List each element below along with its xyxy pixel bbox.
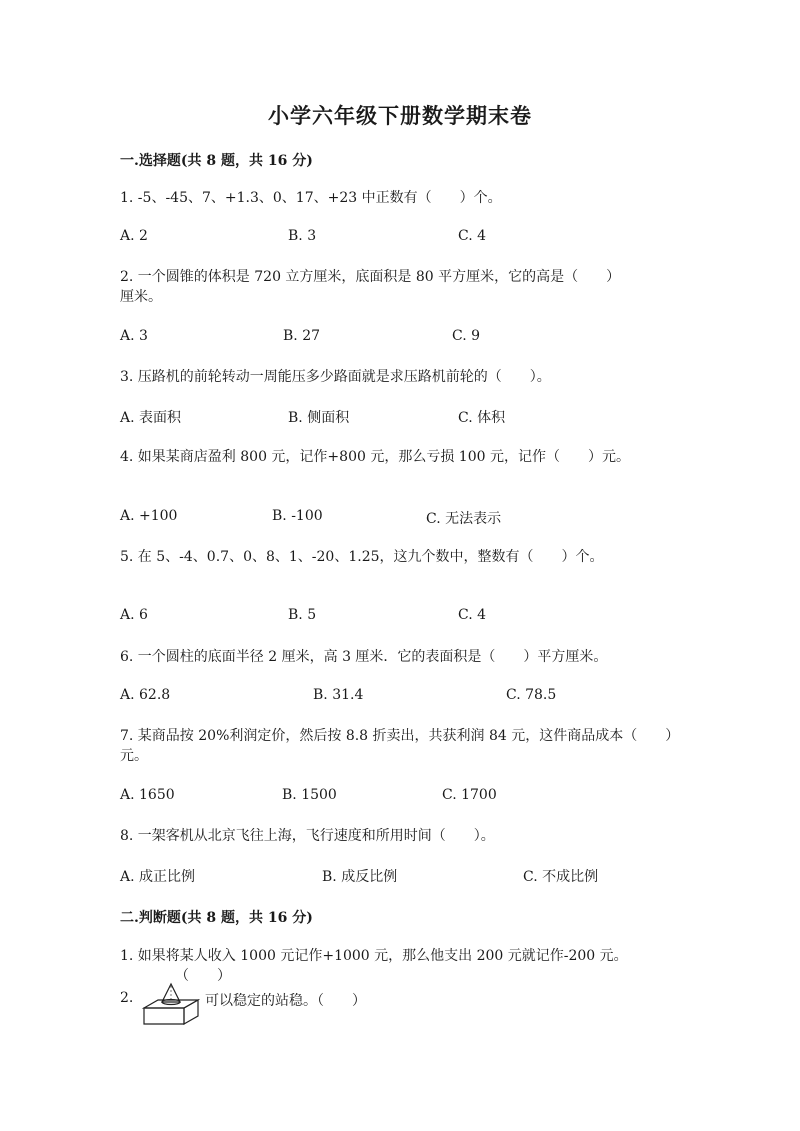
option-b[interactable]: B. 1500 (282, 787, 337, 803)
choice-question-4: 4. 如果某商店盈利 800 元，记作+800 元，那么亏损 100 元，记作（ ）元。 (120, 449, 630, 465)
choice-question-1: 1. -5、-45、7、+1.3、0、17、+23 中正数有（ ）个。 (120, 190, 502, 206)
choice-question-3: 3. 压路机的前轮转动一周能压多少路面就是求压路机前轮的（ ）。 (120, 369, 551, 385)
judge-question-1-paren: （ ） (175, 968, 231, 984)
option-b[interactable]: B. 31.4 (313, 687, 364, 703)
option-b[interactable]: B. 27 (283, 328, 321, 344)
option-b[interactable]: B. 3 (288, 228, 317, 244)
option-a[interactable]: A. 1650 (120, 787, 175, 803)
judge-question-1: 1. 如果将某人收入 1000 元记作+1000 元，那么他支出 200 元就记作-200 元。 (120, 948, 628, 964)
choice-question-8: 8. 一架客机从北京飞往上海，飞行速度和所用时间（ ）。 (120, 828, 495, 844)
choice-question-5: 5. 在 5、-4、0.7、0、8、1、-20、1.25，这九个数中，整数有（ ）个。 (120, 549, 604, 565)
section-choice-title: 一.选择题(共 8 题，共 16 分) (120, 153, 313, 169)
choice-question-6: 6. 一个圆柱的底面半径 2 厘米，高 3 厘米．它的表面积是（ ）平方厘米。 (120, 649, 608, 665)
option-b[interactable]: B. 侧面积 (288, 410, 350, 426)
option-a[interactable]: A. 成正比例 (120, 869, 196, 885)
option-c[interactable]: C. 不成比例 (523, 869, 599, 885)
choice-question-7: 7. 某商品按 20%利润定价，然后按 8.8 折卖出，共获利润 84 元，这件商品成本（ ）元。 (120, 728, 680, 764)
option-c[interactable]: C. 1700 (442, 787, 497, 803)
option-a[interactable]: A. 62.8 (120, 687, 171, 703)
option-a[interactable]: A. 3 (120, 328, 148, 344)
judge-question-2-number: 2. (120, 990, 134, 1006)
option-c[interactable]: C. 9 (452, 328, 481, 344)
option-c[interactable]: C. 4 (458, 228, 487, 244)
option-b[interactable]: B. 5 (288, 607, 317, 623)
page-title: 小学六年级下册数学期末卷 (268, 103, 532, 128)
judge-question-2: 可以稳定的站稳。（ ） (205, 993, 366, 1009)
option-a[interactable]: A. 表面积 (120, 410, 182, 426)
section-judge-title: 二.判断题(共 8 题，共 16 分) (120, 910, 313, 926)
option-a[interactable]: A. +100 (120, 508, 178, 524)
option-b[interactable]: B. 成反比例 (322, 869, 398, 885)
choice-question-2: 2. 一个圆锥的体积是 720 立方厘米，底面积是 80 平方厘米，它的高是（ ）厘米。 (120, 269, 614, 305)
option-c[interactable]: C. 无法表示 (426, 511, 502, 527)
cone-on-box-icon (140, 980, 200, 1028)
option-c[interactable]: C. 体积 (458, 410, 506, 426)
option-c[interactable]: C. 78.5 (506, 687, 557, 703)
option-b[interactable]: B. -100 (272, 508, 323, 524)
option-c[interactable]: C. 4 (458, 607, 487, 623)
option-a[interactable]: A. 6 (120, 607, 148, 623)
option-a[interactable]: A. 2 (120, 228, 148, 244)
